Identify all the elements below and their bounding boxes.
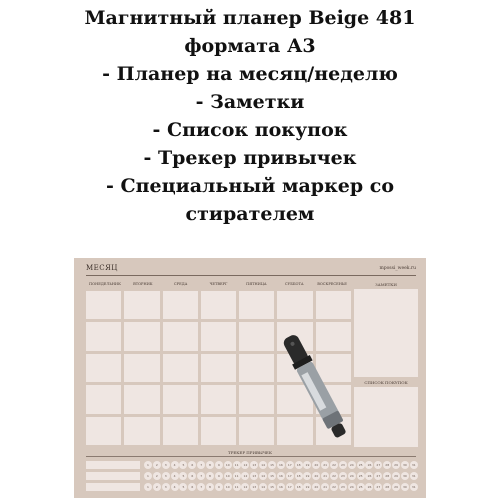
habit-day-circle: 29 [392,461,400,469]
habit-day-circle: 28 [383,461,391,469]
habit-row [86,459,418,470]
habit-day-circle: 26 [365,472,373,480]
habit-tracker-label: ТРЕКЕР ПРИВЫЧЕК [228,450,272,455]
board-handle: mpossi_week.ru [379,266,416,271]
habit-day-circle: 16 [277,483,285,491]
habit-day-circle: 25 [357,483,365,491]
habit-day-circle: 24 [348,472,356,480]
habit-day-circle: 24 [348,461,356,469]
habit-day-circle: 30 [401,472,409,480]
board-title: МЕСЯЦ [86,264,118,272]
habit-day-circle: 25 [357,472,365,480]
planner-board [74,258,426,498]
habit-day-circle: 31 [410,483,418,491]
habit-day-circle: 31 [410,461,418,469]
habit-day-circle: 16 [277,472,285,480]
shopping-label: СПИСОК ПОКУПОК [364,380,408,385]
habit-day-circle: 22 [330,461,338,469]
habit-days [144,472,418,480]
habit-day-circle: 20 [312,472,320,480]
habit-day-circle: 9 [215,483,223,491]
calendar-cell [163,322,198,350]
habit-day-circle: 12 [241,461,249,469]
headline-line: - Планер на месяц/неделю [102,63,398,85]
calendar-cell [239,354,274,382]
habit-day-circle: 29 [392,483,400,491]
habit-day-circle: 21 [321,483,329,491]
weekday-label: ПОНЕДЕЛЬНИК [89,282,121,286]
calendar-cell [86,291,121,319]
habit-day-circle: 11 [233,483,241,491]
habit-day-circle: 13 [250,472,258,480]
habit-day-circle: 7 [197,461,205,469]
habit-day-circle: 8 [206,461,214,469]
habit-day-circle: 18 [295,461,303,469]
calendar-cell [86,322,121,350]
calendar-cell [239,291,274,319]
habit-day-circle: 20 [312,461,320,469]
calendar-cell [163,291,198,319]
habit-row [86,481,418,492]
habit-day-circle: 23 [339,483,347,491]
habit-day-circle: 5 [179,461,187,469]
notes-label: ЗАМЕТКИ [375,282,397,287]
habit-day-circle: 3 [162,483,170,491]
habit-day-circle: 28 [383,483,391,491]
habit-day-circle: 16 [277,461,285,469]
habit-day-circle: 3 [162,461,170,469]
habit-day-circle: 30 [401,461,409,469]
headline-line: стирателем [185,203,315,225]
board-divider [86,275,416,276]
habit-day-circle: 27 [374,472,382,480]
habit-name-slot [86,461,140,469]
calendar-cell [201,417,236,445]
habit-name-slot [86,483,140,491]
habit-day-circle: 10 [224,461,232,469]
habit-day-circle: 9 [215,472,223,480]
habit-day-circle: 25 [357,461,365,469]
habit-row [86,470,418,481]
habit-day-circle: 17 [286,472,294,480]
habit-day-circle: 14 [259,461,267,469]
calendar-cell [201,385,236,413]
habit-day-circle: 17 [286,461,294,469]
headline-line: - Трекер привычек [143,147,357,169]
notes-panel [354,289,418,377]
habit-day-circle: 11 [233,472,241,480]
calendar-cell [124,291,159,319]
habit-day-circle: 15 [268,472,276,480]
habit-day-circle: 8 [206,483,214,491]
headline-line: - Специальный маркер со [105,175,395,197]
habit-day-circle: 28 [383,472,391,480]
weekday-label: ВТОРНИК [133,282,153,286]
habit-days [144,461,418,469]
calendar-cell [124,322,159,350]
habit-day-circle: 13 [250,483,258,491]
habit-day-circle: 27 [374,461,382,469]
habit-day-circle: 6 [188,483,196,491]
weekday-label: ПЯТНИЦА [246,282,267,286]
headline-line: Магнитный планер Beige 481 [84,7,416,29]
habit-divider [86,456,416,457]
habit-day-circle: 6 [188,472,196,480]
calendar-cell [86,417,121,445]
habit-day-circle: 15 [268,461,276,469]
habit-day-circle: 5 [179,472,187,480]
calendar-cell [201,291,236,319]
habit-day-circle: 29 [392,472,400,480]
calendar-cell [201,322,236,350]
weekday-label: СРЕДА [173,282,188,286]
habit-day-circle: 8 [206,472,214,480]
calendar-cell [316,291,351,319]
habit-day-circle: 19 [303,483,311,491]
habit-day-circle: 27 [374,483,382,491]
habit-day-circle: 22 [330,483,338,491]
calendar-cell [239,417,274,445]
habit-day-circle: 4 [171,461,179,469]
weekday-header [86,282,351,286]
habit-day-circle: 24 [348,483,356,491]
calendar-cell [124,354,159,382]
habit-day-circle: 7 [197,483,205,491]
habit-day-circle: 1 [144,472,152,480]
calendar-cell [86,354,121,382]
habit-day-circle: 2 [153,461,161,469]
habit-day-circle: 7 [197,472,205,480]
habit-day-circle: 18 [295,472,303,480]
habit-name-slot [86,472,140,480]
habit-days [144,483,418,491]
weekday-label: ЧЕТВЕРГ [209,282,228,286]
habit-day-circle: 9 [215,461,223,469]
calendar-cell [163,354,198,382]
habit-day-circle: 4 [171,472,179,480]
habit-day-circle: 21 [321,472,329,480]
headline-line: формата А3 [184,35,316,57]
calendar-cell [163,417,198,445]
calendar-cell [239,322,274,350]
habit-day-circle: 6 [188,461,196,469]
weekday-label: СУББОТА [284,282,304,286]
calendar-cell [124,417,159,445]
habit-day-circle: 2 [153,483,161,491]
habit-day-circle: 17 [286,483,294,491]
habit-day-circle: 21 [321,461,329,469]
habit-day-circle: 19 [303,461,311,469]
habit-day-circle: 10 [224,483,232,491]
habit-day-circle: 12 [241,472,249,480]
habit-day-circle: 1 [144,483,152,491]
product-headline [0,0,500,228]
habit-day-circle: 10 [224,472,232,480]
calendar-cell [239,385,274,413]
habit-day-circle: 14 [259,483,267,491]
habit-day-circle: 20 [312,483,320,491]
habit-day-circle: 3 [162,472,170,480]
habit-day-circle: 14 [259,472,267,480]
habit-day-circle: 19 [303,472,311,480]
calendar-cell [201,354,236,382]
habit-day-circle: 5 [179,483,187,491]
habit-tracker [86,459,418,492]
shopping-panel [354,387,418,447]
habit-day-circle: 23 [339,461,347,469]
headline-line: - Список покупок [152,119,348,141]
calendar-cell [277,291,312,319]
habit-day-circle: 22 [330,472,338,480]
marker-icon [276,328,356,448]
habit-day-circle: 11 [233,461,241,469]
habit-day-circle: 26 [365,461,373,469]
habit-day-circle: 13 [250,461,258,469]
habit-day-circle: 18 [295,483,303,491]
habit-day-circle: 26 [365,483,373,491]
habit-day-circle: 12 [241,483,249,491]
calendar-cell [124,385,159,413]
calendar-cell [163,385,198,413]
habit-day-circle: 2 [153,472,161,480]
habit-day-circle: 30 [401,483,409,491]
habit-day-circle: 1 [144,461,152,469]
habit-day-circle: 31 [410,472,418,480]
weekday-label: ВОСКРЕСЕНЬЕ [317,282,347,286]
habit-day-circle: 23 [339,472,347,480]
headline-line: - Заметки [195,91,305,113]
habit-day-circle: 15 [268,483,276,491]
habit-day-circle: 4 [171,483,179,491]
calendar-cell [86,385,121,413]
